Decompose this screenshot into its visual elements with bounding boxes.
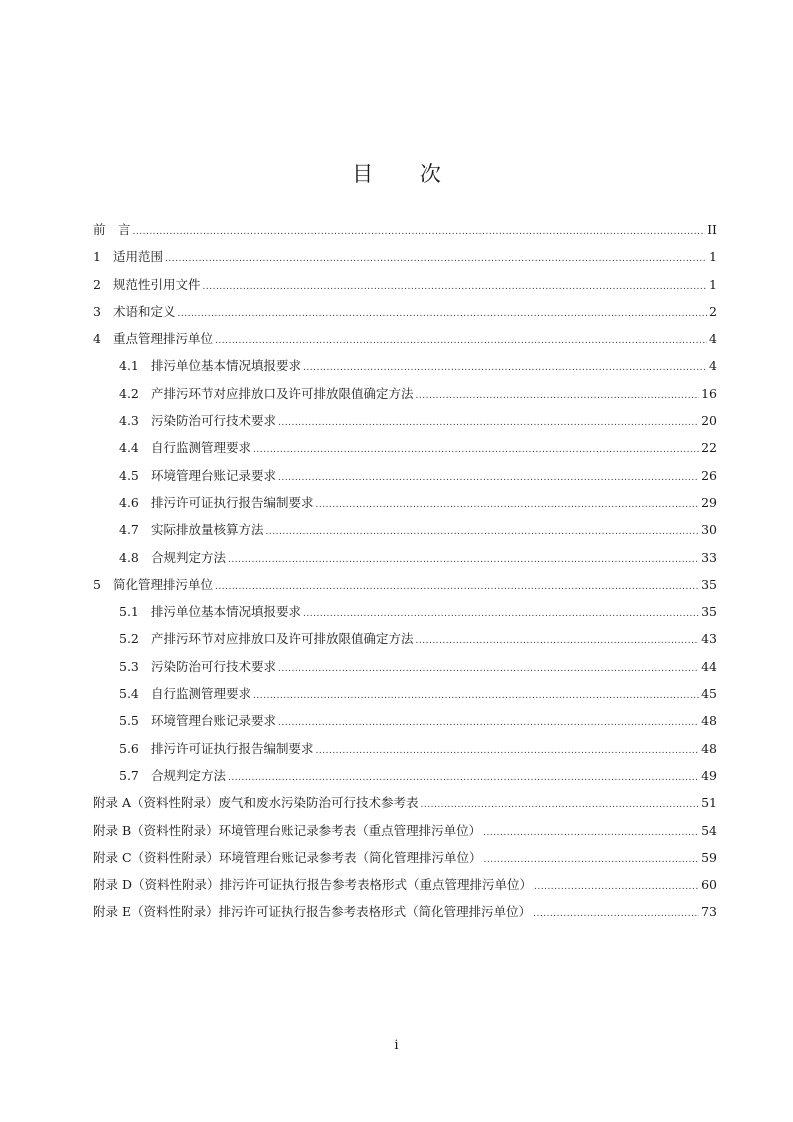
toc-entry-number: 1 xyxy=(93,249,101,265)
toc-entry-number: 4 xyxy=(93,331,101,347)
toc-entry-page: 35 xyxy=(701,576,717,592)
toc-entry-number: 4.3 xyxy=(119,413,139,429)
toc-entry-page: 49 xyxy=(701,767,717,783)
toc-entry-5-5[interactable] xyxy=(93,707,717,734)
toc-entry-page: 44 xyxy=(701,658,717,674)
toc-entry-page: 35 xyxy=(701,604,717,620)
toc-entry-page: 43 xyxy=(701,631,717,647)
toc-entry-page: 29 xyxy=(701,494,717,510)
toc-entry-page: 1 xyxy=(709,249,717,265)
toc-entry-4-3[interactable] xyxy=(93,407,717,434)
toc-entry-label: 排污许可证执行报告编制要求 xyxy=(151,740,314,756)
dot-leader xyxy=(278,656,699,683)
toc-entry-label: 自行监测管理要求 xyxy=(151,686,252,702)
toc-entry-label: 合规判定方法 xyxy=(151,549,227,565)
dot-leader xyxy=(533,901,699,928)
dot-leader xyxy=(266,519,700,546)
dot-leader xyxy=(228,765,699,792)
toc-entry-foreword[interactable] xyxy=(93,216,717,243)
dot-leader xyxy=(416,628,700,655)
dot-leader xyxy=(316,738,700,765)
toc-entry-label: 重点管理排污单位 xyxy=(113,331,214,347)
toc-entry-label: 自行监测管理要求 xyxy=(151,440,252,456)
dot-leader xyxy=(303,601,699,628)
toc-entry-label: 术语和定义 xyxy=(113,303,176,319)
dot-leader xyxy=(165,246,707,273)
dot-leader xyxy=(203,274,708,301)
toc-entry-appendix-e[interactable] xyxy=(93,898,717,925)
toc-entry-page: 48 xyxy=(701,740,717,756)
toc-entry-label: 环境管理台账记录要求 xyxy=(151,713,277,729)
toc-entry-4-5[interactable] xyxy=(93,462,717,489)
toc-entry-label: 附录 E（资料性附录）排污许可证执行报告参考表格形式（简化管理排污单位） xyxy=(93,904,532,920)
toc-entry-5-7[interactable] xyxy=(93,762,717,789)
toc-entry-page: 4 xyxy=(709,331,717,347)
toc-entry-page: 16 xyxy=(701,385,717,401)
toc-entry-page: 20 xyxy=(701,413,717,429)
toc-entry-number: 5.7 xyxy=(119,767,139,783)
toc-entry-label: 排污单位基本情况填报要求 xyxy=(151,604,302,620)
toc-entry-number: 5.5 xyxy=(119,713,139,729)
toc-entry-label: 适用范围 xyxy=(113,249,164,265)
toc-entry-4-1[interactable] xyxy=(93,352,717,379)
toc-entry-page: 45 xyxy=(701,686,717,702)
toc-entry-number: 4.7 xyxy=(119,522,139,538)
toc-entry-label: 规范性引用文件 xyxy=(113,276,201,292)
dot-leader xyxy=(133,219,706,246)
toc-entry-label: 简化管理排污单位 xyxy=(113,576,214,592)
toc-entry-label: 附录 B（资料性附录）环境管理台账记录参考表（重点管理排污单位） xyxy=(93,822,482,838)
dot-leader xyxy=(178,301,708,328)
toc-entry-number: 2 xyxy=(93,276,101,292)
dot-leader xyxy=(416,383,700,410)
dot-leader xyxy=(253,683,699,710)
toc-entry-label: 前 言 xyxy=(93,222,131,237)
toc-entry-page: 51 xyxy=(701,795,717,811)
toc-entry-label: 合规判定方法 xyxy=(151,767,227,783)
toc-entry-label: 环境管理台账记录要求 xyxy=(151,467,277,483)
toc-entry-number: 3 xyxy=(93,303,101,319)
toc-entry-page: 73 xyxy=(701,904,717,920)
toc-entry-appendix-c[interactable] xyxy=(93,844,717,871)
toc-entry-page: 26 xyxy=(701,467,717,483)
toc-entry-label: 附录 A（资料性附录）废气和废水污染防治可行技术参考表 xyxy=(93,795,419,811)
page-number: i xyxy=(394,1038,399,1053)
toc-entry-label: 污染防治可行技术要求 xyxy=(151,658,277,674)
toc-entry-label: 产排污环节对应排放口及许可排放限值确定方法 xyxy=(151,631,414,647)
toc-entry-page: 1 xyxy=(709,276,717,292)
dot-leader xyxy=(228,547,699,574)
dot-leader xyxy=(278,710,699,737)
toc-entry-page: 54 xyxy=(701,822,717,838)
dot-leader xyxy=(303,355,707,382)
dot-leader xyxy=(534,874,699,901)
toc-entry-5-2[interactable] xyxy=(93,625,717,652)
toc-entry-label: 排污单位基本情况填报要求 xyxy=(151,358,302,374)
dot-leader xyxy=(278,465,699,492)
toc-entry-4-4[interactable] xyxy=(93,434,717,461)
toc-entry-4-6[interactable] xyxy=(93,489,717,516)
toc-entry-number: 4.8 xyxy=(119,549,139,565)
toc-entry-5-1[interactable] xyxy=(93,598,717,625)
table-of-contents xyxy=(93,216,717,926)
toc-entry-5-3[interactable] xyxy=(93,653,717,680)
toc-entry-5[interactable] xyxy=(93,571,717,598)
toc-entry-page: 4 xyxy=(709,358,717,374)
toc-entry-4-2[interactable] xyxy=(93,380,717,407)
toc-entry-4[interactable] xyxy=(93,325,717,352)
dot-leader xyxy=(421,792,700,819)
toc-entry-page: II xyxy=(707,222,717,237)
toc-entry-number: 5.1 xyxy=(119,604,139,620)
toc-title: 目 次 xyxy=(352,162,461,186)
toc-entry-number: 5.6 xyxy=(119,740,139,756)
toc-entry-number: 5.3 xyxy=(119,658,139,674)
toc-entry-label: 附录 D（资料性附录）排污许可证执行报告参考表格形式（重点管理排污单位） xyxy=(93,877,532,893)
toc-entry-3[interactable] xyxy=(93,298,717,325)
toc-entry-appendix-d[interactable] xyxy=(93,871,717,898)
toc-entry-label: 实际排放量核算方法 xyxy=(151,522,264,538)
toc-entry-label: 污染防治可行技术要求 xyxy=(151,413,277,429)
toc-entry-page: 59 xyxy=(701,849,717,865)
dot-leader xyxy=(484,847,700,874)
toc-entry-number: 4.2 xyxy=(119,385,139,401)
toc-entry-page: 22 xyxy=(701,440,717,456)
toc-entry-label: 产排污环节对应排放口及许可排放限值确定方法 xyxy=(151,385,414,401)
dot-leader xyxy=(215,328,707,355)
toc-entry-appendix-b[interactable] xyxy=(93,817,717,844)
toc-entry-page: 33 xyxy=(701,549,717,565)
toc-entry-1[interactable] xyxy=(93,243,717,270)
toc-entry-5-4[interactable] xyxy=(93,680,717,707)
toc-entry-appendix-a[interactable] xyxy=(93,789,717,816)
dot-leader xyxy=(215,574,699,601)
toc-entry-number: 4.6 xyxy=(119,494,139,510)
toc-entry-number: 5.4 xyxy=(119,686,139,702)
toc-entry-4-7[interactable] xyxy=(93,516,717,543)
toc-entry-label: 排污许可证执行报告编制要求 xyxy=(151,494,314,510)
toc-entry-page: 48 xyxy=(701,713,717,729)
toc-entry-number: 4.1 xyxy=(119,358,139,374)
toc-entry-number: 5 xyxy=(93,576,101,592)
dot-leader xyxy=(278,410,699,437)
dot-leader xyxy=(253,437,699,464)
toc-entry-4-8[interactable] xyxy=(93,544,717,571)
dot-leader xyxy=(316,492,700,519)
toc-entry-5-6[interactable] xyxy=(93,735,717,762)
toc-entry-number: 5.2 xyxy=(119,631,139,647)
toc-entry-page: 60 xyxy=(701,877,717,893)
toc-entry-number: 4.4 xyxy=(119,440,139,456)
toc-entry-label: 附录 C（资料性附录）环境管理台账记录参考表（简化管理排污单位） xyxy=(93,849,482,865)
dot-leader xyxy=(483,820,699,847)
toc-entry-number: 4.5 xyxy=(119,467,139,483)
toc-entry-2[interactable] xyxy=(93,271,717,298)
toc-entry-page: 2 xyxy=(709,303,717,319)
toc-entry-page: 30 xyxy=(701,522,717,538)
